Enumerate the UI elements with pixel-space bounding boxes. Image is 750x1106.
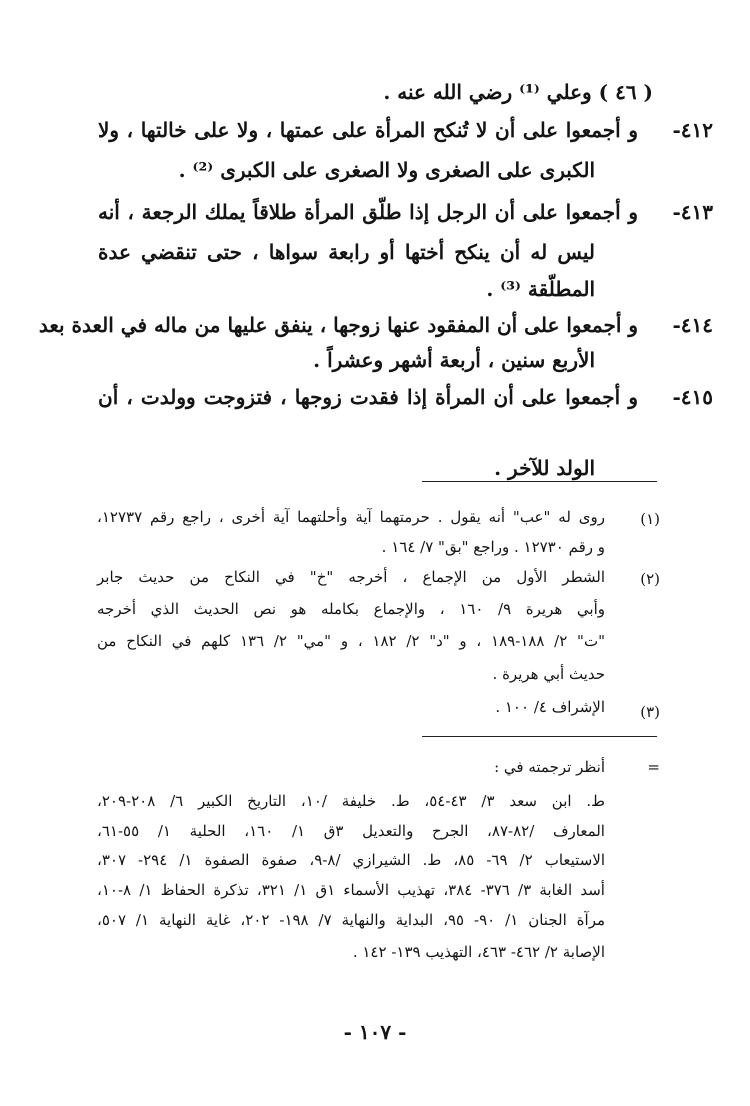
footnote-marker-2: (٢) bbox=[640, 570, 660, 588]
footnote-3-line-1: الإشراف ٤/ ١٠٠ . bbox=[495, 698, 605, 716]
footnote-2-line-1: الشطر الأول من الإجماع ، أخرجه "خ" في النكاح من حديث جابر bbox=[97, 568, 605, 586]
entry-415-line-2: الولد للآخر . bbox=[494, 456, 595, 480]
top-line: ( ٤٦ ) وعلي ⁽¹⁾ رضي الله عنه . bbox=[383, 80, 653, 104]
biography-divider bbox=[422, 736, 657, 737]
biography-line-5: مرآة الجنان ١/ ٩٠- ٩٥، البداية والنهاية ٧/ ١٩٨- ٢٠٢، غاية النهاية ١/ ٥٠٧، bbox=[97, 911, 606, 929]
entry-414-line-2: الأربع سنين ، أربعة أشهر وعشراً . bbox=[313, 348, 595, 372]
entry-414-line-1: و أجمعوا على أن المفقود عنها زوجها ، ينفق عليها من ماله في العدة بعد bbox=[38, 313, 638, 337]
footnote-marker-1: (١) bbox=[640, 510, 660, 528]
footnote-1-line-1: روى له "عب" أنه يقول . حرمتهما آية وأحلتهما آية أخرى ، راجع رقم ١٢٧٣٧، bbox=[97, 508, 605, 526]
entry-413-line-3: المطلّقة ⁽³⁾ . bbox=[486, 277, 595, 301]
biography-line-6: الإصابة ٢/ ٤٦٢- ٤٦٣، التهذيب ١٣٩- ١٤٢ . bbox=[352, 943, 605, 961]
footnote-2-line-3: "ت" ٢/ ١٨٨-١٨٩ ، و "د" ٢/ ١٨٢ ، و "مي" ٢/ ١٣٦ كلهم في النكاح من bbox=[97, 632, 605, 650]
footnote-marker-3: (٣) bbox=[640, 703, 660, 721]
entry-413-line-1: و أجمعوا على أن الرجل إذا طلّق المرأة طلاقاً يملك الرجعة ، أنه bbox=[98, 200, 638, 224]
footnote-2-line-4: حديث أبي هريرة . bbox=[492, 665, 605, 683]
entry-412-line-2: الكبرى على الصغرى ولا الصغرى على الكبرى ⁽²⁾ . bbox=[178, 158, 595, 182]
biography-line-4: أسد الغابة ٣/ ٣٧٦- ٣٨٤، تهذيب الأسماء ١ق ١/ ٣٢١، تذكرة الحفاظ ١/ ٨-١٠، bbox=[97, 881, 605, 899]
entry-number-412: ٤١٢- bbox=[672, 118, 713, 142]
biography-marker: = bbox=[647, 758, 660, 776]
entry-413-line-2: ليس له أن ينكح أختها أو رابعة سواها ، حتى تنقضي عدة bbox=[98, 240, 595, 264]
entry-number-415: ٤١٥- bbox=[672, 385, 713, 409]
biography-heading: أنظر ترجمته في : bbox=[494, 758, 605, 776]
entry-412-line-1: و أجمعوا على أن لا تُنكح المرأة على عمتها ، ولا على خالتها ، ولا bbox=[98, 118, 638, 142]
footnote-divider bbox=[422, 481, 657, 482]
entry-number-414: ٤١٤- bbox=[672, 313, 713, 337]
footnote-2-line-2: وأبي هريرة ٩/ ١٦٠ ، والإجماع بكامله هو نص الحديث الذي أخرجه bbox=[97, 600, 606, 618]
biography-line-1: ط. ابن سعد ٣/ ٤٣-٥٤، ط. خليفة /١٠، التاريخ الكبير ٦/ ٢٠٨-٢٠٩، bbox=[97, 792, 606, 810]
page-number: - ١٠٧ - bbox=[343, 1020, 407, 1044]
biography-line-3: الاستيعاب ٢/ ٦٩- ٨٥، ط. الشيرازي /٨-٩، صفوة الصفوة ١/ ٢٩٤- ٣٠٧، bbox=[97, 851, 605, 869]
entry-number-413: ٤١٣- bbox=[672, 200, 713, 224]
footnote-1-line-2: و رقم ١٢٧٣٠ . وراجع "بق" ٧/ ١٦٤ . bbox=[381, 538, 605, 556]
biography-line-2: المعارف /٨٢-٨٧، الجرح والتعديل ٣ق ١/ ١٦٠، الحلية ١/ ٥٥-٦١، bbox=[97, 822, 605, 840]
entry-415-line-1: و أجمعوا على أن المرأة إذا فقدت زوجها ، فتزوجت وولدت ، أن bbox=[98, 385, 638, 409]
